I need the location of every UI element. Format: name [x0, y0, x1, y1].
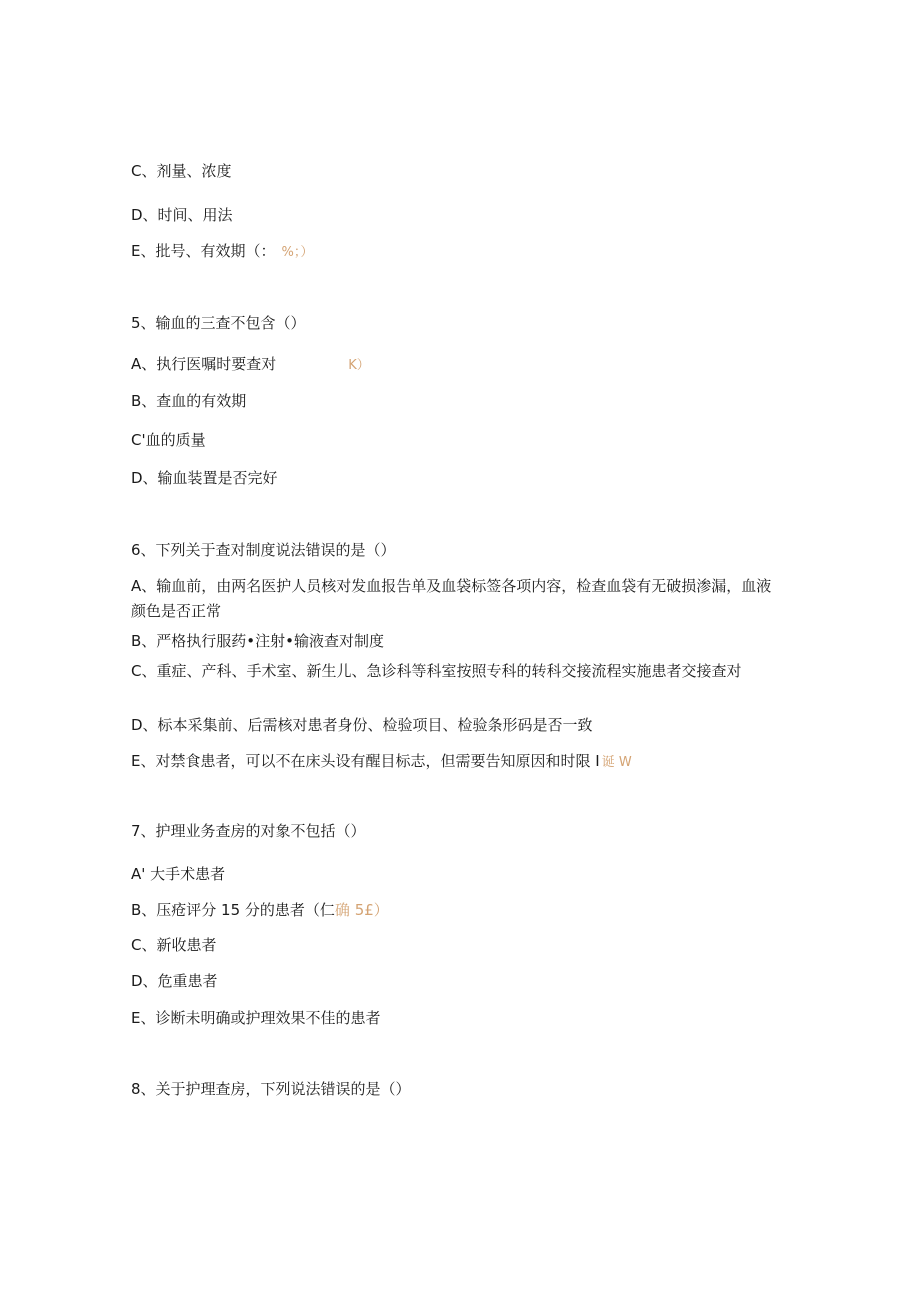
q5-option-a-mark: K） [348, 358, 370, 373]
q6-option-e [131, 749, 632, 775]
q7-option-a-text: A' 大手术患者 [131, 865, 226, 883]
q7-option-d [131, 969, 218, 993]
q7-question-text: 7、护理业务查房的对象不包括（） [131, 822, 366, 840]
q6-option-a [131, 574, 781, 624]
q5-question-text: 5、输血的三查不包含（） [131, 314, 306, 332]
q5-option-b [131, 389, 246, 413]
q4-option-e-mark: %；） [281, 245, 314, 260]
q7-option-b [131, 898, 389, 922]
q6-question [131, 538, 396, 562]
q4-option-c [131, 159, 231, 183]
q4-option-d [131, 203, 233, 227]
q8-question [131, 1077, 411, 1101]
q5-option-a [131, 352, 370, 378]
q7-option-d-text: D、危重患者 [131, 972, 218, 990]
q7-question [131, 819, 366, 843]
q8-question-text: 8、关于护理查房，下列说法错误的是（） [131, 1080, 411, 1098]
q6-option-e-text: E、对禁食患者，可以不在床头设有醒目标志，但需要告知原因和时限 I [131, 752, 600, 770]
q7-option-c-text: C、新收患者 [131, 936, 217, 954]
q5-option-d [131, 466, 278, 490]
q7-option-b-text: B、压疮评分 15 分的患者（仁 [131, 901, 335, 919]
q4-option-e-text: E、批号、有效期（： [131, 242, 276, 260]
q6-option-b-text: B、严格执行服药•注射•输液查对制度 [131, 632, 384, 650]
q5-option-a-text: A、执行医嘱时要查对 [131, 355, 277, 373]
q4-option-d-text: D、时间、用法 [131, 206, 233, 224]
q6-option-c-text: C、重症、产科、手术室、新生儿、急诊科等科室按照专科的转科交接流程实施患者交接查对 [131, 662, 742, 680]
q5-option-b-text: B、查血的有效期 [131, 392, 247, 410]
q6-option-b [131, 629, 384, 653]
q6-option-c [131, 659, 781, 684]
q7-option-e [131, 1006, 380, 1030]
q7-option-a [131, 862, 225, 886]
q6-question-text: 6、下列关于查对制度说法错误的是（） [131, 541, 396, 559]
q7-option-c [131, 933, 216, 957]
q5-option-c-text: C'血的质量 [131, 431, 206, 449]
q4-option-c-text: C、剂量、浓度 [131, 162, 232, 180]
q6-option-a-text: A、输血前，由两名医护人员核对发血报告单及血袋标签各项内容，检查血袋有无破损渗漏，血液颜色是否正常 [131, 577, 772, 620]
q7-option-b-mark: 确 5£） [334, 901, 389, 919]
q4-option-e [131, 239, 313, 265]
q5-option-c [131, 428, 206, 452]
q7-option-e-text: E、诊断未明确或护理效果不佳的患者 [131, 1009, 381, 1027]
q5-question [131, 311, 306, 335]
q5-option-d-text: D、输血装置是否完好 [131, 469, 278, 487]
q6-option-e-mark: 诞 W [601, 755, 632, 770]
q6-option-d-text: D、标本采集前、后需核对患者身份、检验项目、检验条形码是否一致 [131, 716, 593, 734]
q6-option-d [131, 713, 593, 737]
